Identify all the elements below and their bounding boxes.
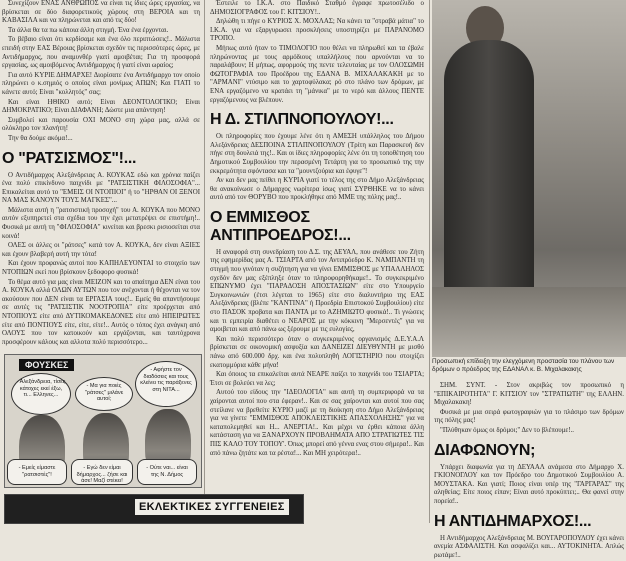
col2-art1-p0: Οι πληροφορίες που έχουμε λένε ότι η ΑΜΕΣΗ υπάλληλος του Δήμου Αλεξάνδρειας ΔΕΣΠΟΙΝΑ ΣΤΙΛΠΝΟΠΟΥΛΟΥ (Τρίτη και Παρασκευή δεν πήγε στη δουλειά της!.. Και οι ίδιες πληροφορίες λένε ότι τη τοποθέτηση του Δημοτικού Συμβουλίου την περασμένη Τετάρτη για το προσωπικό της την εκκρεμότητα σφόντασα και τα "μουντζούρια και έφυγε"! xyxy=(210,133,424,175)
col1-lead-p0: Συνεχίζουν ΕΝΑΣ ΑΝΘΡΩΠΟΣ να είναι τις ίδιες ώρες εργασίας, να βρίσκεται σε δύο διαφορετικούς χώρους στη ΒΕΡΟΙΑ και τη ΚΑΒΑΣΙΛΑ και να πληρώνεται και από τις δύο! xyxy=(2,0,200,25)
col3-body xyxy=(432,382,626,561)
column-middle xyxy=(208,0,426,523)
col2-art2-p2: Και όποιος τα επικαλείται αυτά ΝΕΑΡΕ παίζει το παιχνίδι του ΤΣΙΑΡΤΑ; Έτσι σε βολεύει να λες; xyxy=(210,371,424,387)
col2-art2-p0: Η αναφορά στη συνεδρίαση του Δ.Σ. της ΔΕΥΑΛ, που ανάθεσε του Ζήτη της εφημερίδας μας Α. ΤΣΙΑΡΤΑ από τον Αντιπρόεδρο Κ. ΝΑΜΠΑΝΤΗ τη στιγμή που γινόταν η συζήτηση για να γίνει ΕΜΜΙΣΘΟΣ με ΥΠΑΛΛΗΛΟΣ σχεδόν δεν μας εξέπληξε όταν το πληροφορηθήκαμε!.. Το συγκεκριμένο ΕΠΩΝΥΜΟ έχει "ΠΑΡΑΔΟΣΗ ΑΠΟΣΤΑΣΙΩΝ" είτε στο Υπουργείο Συγκοινωνιών (έτσι λέγεται το 1965) είτε στο διαλυντήριο της ΕΑΣ Αλεξάνδρειας (βλέπε "ΚΑΝΤΙΝΑ" ή Προεδρία Επιστοκού Συμβουλίου) είτε στο ΠΑΣΟΚ προβατα και ΠΑΝΤΑ με το ΑΖΗΜΙΩΤΟ φυσικά!.. Τι γνώσεις και τι εμπειρία διαθέτει ο ΝΕΑΡΟΣ με την κόκκινη "Μερσεντές" για να αμοιβεται και από πάνω ως ξέρουμε με τις ευλογίες, xyxy=(210,248,424,334)
col3-article2-text xyxy=(434,535,624,561)
photo-caption: Προσωπική επίδειξη την ελεγχόμενη προστασία του πλάνου των δρόμων ο πρόεδρος της ΕΔΑΝΑΛ κ. Β. Μιχαλακακης xyxy=(432,358,615,373)
col1-lead-p2: Το βέβαιο είναι ότι κερδίσαμε και ένα όλο περιπτώσεις!.. Μάλιστα επειδή στην ΕΑΣ Βέροιας βρίσκεται σχεδόν τις περισσότερες ώρες, με Αντιδήμαρχος, που αναμυνθέρ γιατί αμοιβέται; Για τη προσφορά εργασίας, ως αμοιβόμενος Αντιδήμαρχος ή γιατί είναι ωραίος; xyxy=(2,36,200,70)
caption-bubble-left: - Εμείς είμαστε "ρατσιστές"! xyxy=(7,459,67,485)
cartoon-label: ΦΟΥΣΚΕΣ xyxy=(19,359,74,371)
col1-lead-p4: Και είναι ΗΘΙΚΟ αυτό; Είναι ΔΕΟΝΤΟΛΟΓΙΚΟ; Είναι ΔΗΜΟΚΡΑΤΙΚΟ; Είναι ΔΙΑΦΑΝΗ; Δώστε μια απάντηση! xyxy=(2,98,200,115)
col1-art-p3: Και έχουν προφανώς αυτοί που ΚΑΠΗΛΕΥΟΝΤΑΙ το στοιχείο των ΝΤΟΠΙΩΝ εκεί που βρίσκουν ξεδοφορο φυσικά! xyxy=(2,260,200,277)
col1-art-p4: Το θέμα αυτό για μας είναι ΜΕΙΖΟΝ και το απαίτημα ΔΕΝ είναι του Α. ΚΟΥΚΑ αλλά ΟΛΩΝ ΑΥΤΩΝ που τον ανέχονται ή θέχονται να τον ακούσουν που ΔΕΝ είναι τα ΕΡΓΑΣΙΑ τους!.. Εμείς θα απαντήσουμε σε αυτές τις "ΡΑΤΣΙΣΤΙΚ ΝΟΟΤΡΟΠΙΑ" είτε προέρχεται από ΝΤΟΠΙΟΥΣ είτε από ΔΥΤΙΚΟΜΑΚΕΔΟΝΕΣ είτε από ΗΠΕΙΡΩΤΕΣ είτε από ΠΟΝΤΙΟΥΣ είτε, είτε, είτε!.. Αυτός ο τόπος έχει ανάγκη από ΟΛΟΥΣ που τον κατοικούν και εργάζονται, και ταυτόχρονα προσφέρουν κάλους και αλλοτα πολύ περισσότερο... xyxy=(2,278,200,346)
heading-diafonoun: ΔΙΑΦΩΝΟΥΝ; xyxy=(434,441,536,459)
col2-lead-p1: Δηλώθη τι πήγε ο ΚΥΡΙΟΣ Χ. ΜΟΧΛΑΣ; Να κάνει τα "στραβά μάτια" το Ι.Κ.Α. για να εξαργυρωσει προσκλήσεις υποστηρίζει με ΠΑΡΑΝΟΜΟ ΤΡΟΠΟ. xyxy=(210,18,424,43)
col3-note-p1: Φυσικά με μια σειρά φωτογραφιών για το πλάσιμο των δρόμων της πόλης μας! xyxy=(434,408,624,425)
photo-ground xyxy=(432,287,626,357)
speech-bubble-right: - Αφήστε τον διαδόσεις και τους κλείνει τις παράξενες στη ΝΙΤΑ... xyxy=(135,361,197,407)
col2-article2-text xyxy=(210,249,424,458)
caption-bubble-middle: - Εγώ δεν είμαι δήμαρχος... ζήσε και άσε! Μαζί στέκει! xyxy=(71,459,133,485)
speech-bubble-middle: - Μα για ποιές "ράτσες" μιλάνε αυτοί; xyxy=(75,377,133,411)
street-photo xyxy=(432,0,626,357)
col2-art2-p3: Αυτού του είδους την "ΙΔΕΟΛΟΓΙΑ" και αυτή τη συμπεριφορά να τα χαίρονται αυτοί που στα έφεραν!.. Και σε σας χαίρονται και αυτοί που σας στείλανε να βρεθείτε ΚΥΡΙΟ μαζί με τη διοίκηση στο Δήμο Αλεξάνδρειας για να γίνετε "ΕΜΜΙΣΘΟΣ ΑΠΟΚΛΕΙΣΤΙΚΗΣ ΑΠΑΣΧΟΛΗΣΗΣ" για να καταπολεμηθεί και Η... ΑΝΕΡΓΙΑ!.. Και μέχρι να έρθει κάποια άλλη κατάσταση για να ΞΑΝΑΡΧΟΥΝ ΠΡΟΒΛΗΜΑΤΑ ΑΠΟ ΣΤΡΑΤΙΩΤΕΣ ΤΙΣ ΠΙΣ ΚΑΛΟ ΤΟΥ ΤΟΠΟΥ'. Όπως μπορεί από γέννα ενας στου σήμερα!.. Και από πάνω ζητάτε και τα ρέστα!... Και ΜΗ χειρότερα!.. xyxy=(210,389,424,457)
col2-article1-text xyxy=(210,133,424,203)
heading-stilpnopoulou: Η Δ. ΣΤΙΛΠΝΟΠΟΥΛΟΥ!... xyxy=(210,111,394,129)
column-rule xyxy=(429,0,430,523)
speech-bubble-left: - Αλεξάνδρεια, τίσες κάτοχες εκεί έξω, τι... Ελληνες... xyxy=(11,373,71,415)
caption-bubble-right: - Ούτε ναι... είναι της Ν. Δήμος xyxy=(137,459,197,485)
col1-article-text xyxy=(2,172,200,348)
col1-art-p2: ΟΛΕΣ οι άλλες οι "ράτσες" κατά τον Α. ΚΟΥΚΑ, δεν είναι ΑΞΙΕΣ και έχουν βλαβερή αυτή την τότα! xyxy=(2,242,200,258)
banner-title: ΕΚΛΕΚΤΙΚΕΣ ΣΥΓΓΕΝΕΙΕΣ xyxy=(135,499,289,515)
col1-art-p0: Ο Αντιδήμαρχος Αλεξάνδρειας Α. ΚΟΥΚΑΣ εδώ και χρόνια παίζει ένα πολύ επικίνδυνο παιχνίδι με "ΡΑΤΣΙΣΤΙΚΗ ΦΙΛΟΣΟΦΙΑ"... Επικαλείται αυτό το "ΕΜΕΙΣ ΟΙ ΝΤΟΠΙΟΙ" ή το "ΗΡΘΑΝ ΟΙ ΞΕΝΟΙ ΝΑ ΜΑΣ ΚΑΝΟΥΝ ΤΟΥΣ ΜΑΓΚΕΣ"... xyxy=(2,171,200,205)
heading-ratsismos: Ο "ΡΑΤΣΙΣΜΟΣ"!... xyxy=(2,149,137,167)
col3-note-text xyxy=(434,382,624,436)
cartoon-panel xyxy=(4,354,202,488)
col1-lead-p1: Τα άλλα θα τα πω κάποια άλλη στιγμή. Ένα ένα έρχονται. xyxy=(8,26,169,34)
heading-emmisthos: Ο ΕΜΜΙΣΘΟΣ ΑΝΤΙΠΡΟΕΔΡΟΣ!... xyxy=(210,208,351,244)
col3-note-p0: ΣΗΜ. ΣΥΝΤ. - Στον ακριβώς τον προσωπικό η "ΕΠΙΚΑΙΡΟΤΗΤΑ" Γ. ΚΙΤΣΙΟΥ τον "ΣΤΡΑΤΙΩΤΗ" της ΕΛΛΗΝ. Μιχαλακακη! xyxy=(434,382,624,407)
col2-lead-text xyxy=(210,0,424,105)
col3-article1-text xyxy=(434,464,624,507)
col2-lead-p0: Έστειλε το Ι.Κ.Α. στο Παιδικό Σταθμό έγραφε πρωτοσέλιδο ο ΔΗΜΟΣΙΟΓΡΑΦΟΣ του Γ. ΚΙΤΣΙΟΥ!.. xyxy=(210,0,424,16)
column-rule xyxy=(204,0,205,523)
heading-antidimarchos: Η ΑΝΤΙΔΗΜΑΡΧΟΣ!... xyxy=(434,512,592,530)
col3-art2-p0: Η Αντιδήμαρχος Αλεξάνδρειας Μ. ΒΟΥΓΑΡΟΠΟΥΛΟΥ έχει κάνει ανεμία ΑΣΦΑΛΙΣΤΗ. Και ασφαλίζει και... ΑΥΤΟΚΙΝΗΤΑ. Απλώς ρωτάμε!.. xyxy=(434,534,624,559)
col3-art1-p0: Υπάρχει διαφωνία για τη ΔΕΥΑΑΛ ανάμεσα στο Δήμαρχο Χ. ΓΚΙΟΝΟΓΛΟΥ και τον Πρόεδρο του Δημοτικού Συμβουλίου Α. ΜΟΥΣΤΑΚΑ. Και γιατί; Ποιος είναι υπέρ της "ΓΑΡΓΑΡΑΣ" της αληθείας; Είτε ποιος είπαν; Είναι αυτό προκύπτει;.. Θα φανεί στην πορεία!.. xyxy=(434,463,624,505)
col1-art-p1: Μάλιστα αυτή η "ρατσιστική προσοχή" του Α. ΚΟΥΚΑ που ΜΟΝΟ αυτόν εξυπηρετεί στα σχέδια του την έχει μετατρέψει σε επιστήμη!.. Φυσικά με αυτή τη "ΦΙΛΟΣΟΦΙΑ" κινείται και βρεσκι ρισιοσείται στα κοινά! xyxy=(2,206,200,240)
column-right xyxy=(432,0,626,559)
col2-lead-p2: Μήπως αυτό ήταν το ΤΙΜΟΛΟΓΙΟ που θέλει να πληρωθεί και τα έβαλε πληρώνοντας με τους αρμόδιους υπαλλήλους που αρνούνται να το παραλάβουν; Η μήπως, αφορμούς της πεντε τελευταίας με τον ΟΛΟΣΩΜΗ ΦΩΤΟΓΡΑΦΙΑ του Προέδρου της ΕΔΑΝΑ Β. ΜΙΧΑΛΑΚΑΚΗ με το "ΑΡΜΑΝΙ" ντύσιμο και το χαρτοφύλακα; ρό στο πλάνο των δρόμων, με ΕΝΑ εργαζόμενο να κρατάει τη "μάνικα" με το νερό και άλλους ΠΕΝΤΕ εργαζόμενους να βλέπουν. xyxy=(210,44,424,104)
col1-lead-text xyxy=(2,0,200,144)
col1-lead-p6: Την θα δούμε ακόμα!... xyxy=(8,134,73,142)
col2-art2-p1: Και πολύ περισσότερο όταν ο συγκεκριμένος οργανισμός Δ.Ε.Υ.Α.Λ βρίσκεται σε οικονομική ασφυξία και ΔΑΝΕΙΖΕΙ ΔΙΕΥΘΥΝΤΗ με μισθό πάνω από 600.000 δρχ. και ένα πολυπληθή ΛΟΓΙΣΤΗΡΙΟ που στοιχίζει εκατομμύρια κάθε μήνα! xyxy=(210,335,424,369)
col3-note-p2: "Πλύθηκαν όμως οι δρόμοι;" Δεν το βλέπουμε!.. xyxy=(440,426,575,434)
col1-lead-p5: Συμβολεί και παρουσία ΟΧΙ ΜΟΝΟ στη χώρα μας, αλλά σε ολόκληρο τον πλανήτη! xyxy=(2,116,200,133)
col2-art1-p1: Αν και δεν μας πείθει η ΚΥΡΙΑ γιατί το τέλος της στο Δήμο Αλεξάνδρειας θα ανακοίνωσε ο Δήμαρχος νωρίτερα ίσως γιατί ΣΥΡΘΗΚΕ να το κάνει αυτό από τον ΘΟΡΥΒΟ που προκλήθηκε από ΜΜΕ της πόλης μας!.. xyxy=(210,177,424,202)
col1-lead-p3: Για αυτό ΚΥΡΙΕ ΔΗΜΑΡΧΕ! Διορίσατε ένα Αντιδήμαρχο τον οποίο πληρώνει ο κ.σημιός ο οποίος είναι μονίμως ΑΠΩΝ; Και ΓΙΑΤΙ το κάνετε αυτό; Είναι "κολλητός" σας; xyxy=(2,71,200,96)
